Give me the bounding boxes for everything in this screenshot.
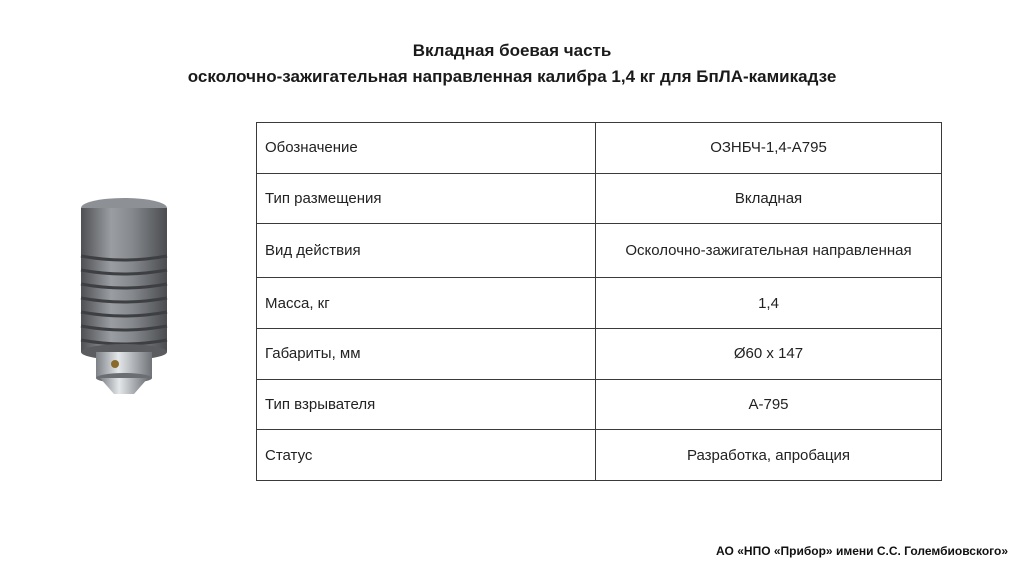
row-value: Разработка, апробация [596,430,942,481]
table-row [257,224,942,278]
table-row [257,329,942,380]
row-label: Тип размещения [257,173,596,224]
table-row [257,173,942,224]
row-value: Осколочно-зажигательная направленная [596,224,942,278]
row-value: 1,4 [596,278,942,329]
row-label: Статус [257,430,596,481]
row-label: Тип взрывателя [257,379,596,430]
row-label: Вид действия [257,224,596,278]
row-value: ОЗНБЧ-1,4-А795 [596,123,942,174]
page-title [0,38,1024,90]
title-line-1: Вкладная боевая часть [412,41,612,60]
table-row [257,430,942,481]
spec-table [256,122,942,481]
row-label: Масса, кг [257,278,596,329]
row-value: Вкладная [596,173,942,224]
footer-organization: АО «НПО «Прибор» имени С.С. Голембиовского» [716,544,1008,558]
warhead-cylinder-icon [74,194,184,404]
row-value: Ø60 x 147 [596,329,942,380]
table-row [257,123,942,174]
row-label: Габариты, мм [257,329,596,380]
title-line-2: осколочно-зажигательная направленная калибра 1,4 кг для БпЛА-камикадзе [187,67,837,86]
row-label: Обозначение [257,123,596,174]
row-value: А-795 [596,379,942,430]
table-row [257,379,942,430]
table-row [257,278,942,329]
